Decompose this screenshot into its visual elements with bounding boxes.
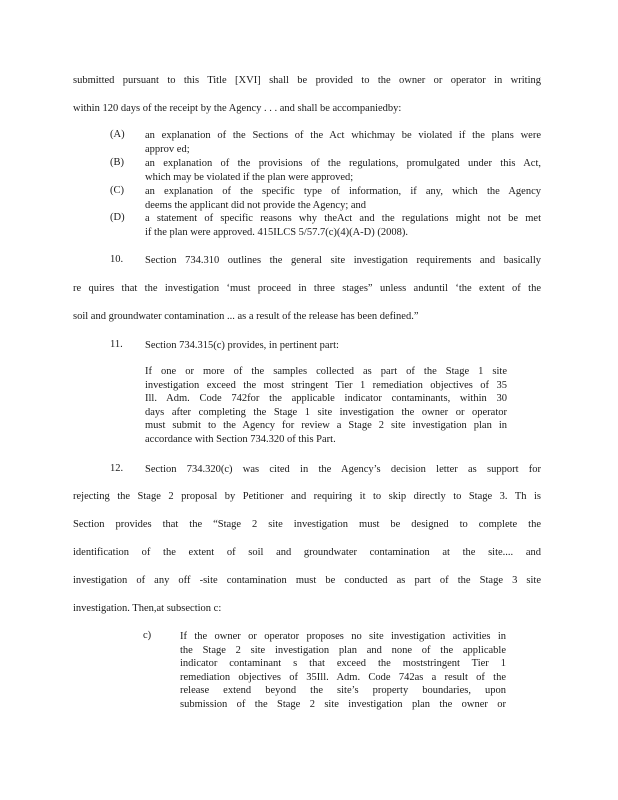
block-quote: [180, 630, 506, 712]
list-item-text: an explanation of the Sections of the Act whichmay be violated if the plans were: [145, 130, 541, 141]
body-line: Section 734.310 outlines the general site investigation requirements and basically: [145, 255, 541, 266]
body-line: Section 734.320(c) was cited in the Agency’s decision letter as support for: [145, 464, 541, 475]
quote-line: submission of the Stage 2 site investigation plan the owner or: [180, 698, 506, 710]
list-item-text: approv ed;: [145, 143, 190, 155]
block-quote: [145, 365, 507, 447]
body-line: re quires that the investigation ‘must proceed in three stages” unless anduntil ‘the extent of the: [73, 283, 541, 294]
quote-line: indicator contaminant s that exceed the moststringent Tier 1: [180, 658, 506, 670]
body-line: investigation of any off -site contamination must be conducted as part of the Stage 3 site: [73, 575, 541, 586]
quote-line: Ill. Adm. Code 742for the applicable indicator contaminants, within 30: [145, 393, 507, 405]
list-item-text: which may be violated if the plan were approved;: [145, 171, 354, 183]
paragraph-number: 11.: [110, 339, 123, 350]
list-item-label: (A): [110, 129, 125, 140]
body-line: investigation. Then,at subsection c:: [73, 603, 222, 614]
list-item-text: an explanation of the specific type of information, if any, which the Agency: [145, 186, 541, 197]
subsection-label: c): [143, 630, 152, 641]
paragraph-number: 10.: [110, 254, 124, 265]
body-line: identification of the extent of soil and groundwater contamination at the site.... and: [73, 547, 541, 558]
list-item-label: (C): [110, 185, 124, 196]
list-item-text: deems the applicant did not provide the Agency; and: [145, 199, 367, 211]
body-line: soil and groundwater contamination ... as a result of the release has been defined.”: [73, 311, 419, 322]
quote-line: days after completing the Stage 1 site investigation the owner or operator: [145, 406, 507, 418]
list-item-label: (B): [110, 157, 124, 168]
quote-line: the Stage 2 site investigation plan and none of the applicable: [180, 644, 506, 656]
quote-line: must submit to the Agency for review a Stage 2 site investigation plan in: [145, 420, 507, 432]
body-line: Section provides that the “Stage 2 site investigation must be designed to complete the: [73, 519, 541, 530]
body-line: Section 734.315(c) provides, in pertinent part:: [145, 340, 339, 351]
quote-line: investigation exceed the most stringent Tier 1 remediation objectives of 35: [145, 379, 507, 391]
quote-line: If one or more of the samples collected as part of the Stage 1 site: [145, 366, 507, 377]
list-item-text: if the plan were approved. 415ILCS 5/57.7(c)(4)(A-D) (2008).: [145, 226, 409, 238]
quote-line: release extend beyond the site’s property boundaries, upon: [180, 685, 506, 697]
body-line: rejecting the Stage 2 proposal by Petitioner and requiring it to skip directly to Stage 3. Th is: [73, 491, 541, 502]
body-line: submitted pursuant to this Title [XVI] shall be provided to the owner or operator in writing: [73, 75, 541, 86]
quote-line: remediation objectives of 35Ill. Adm. Code 742as a result of the: [180, 671, 506, 683]
quote-line: If the owner or operator proposes no site investigation activities in: [180, 631, 506, 642]
list-item-label: (D): [110, 212, 125, 223]
list-item-text: a statement of specific reasons why theAct and the regulations might not be met: [145, 213, 541, 224]
paragraph-number: 12.: [110, 463, 124, 474]
quote-line: accordance with Section 734.320 of this Part.: [145, 433, 336, 445]
body-line: within 120 days of the receipt by the Agency . . . and shall be accompaniedby:: [73, 103, 402, 114]
list-item-text: an explanation of the provisions of the regulations, promulgated under this Act,: [145, 158, 541, 169]
